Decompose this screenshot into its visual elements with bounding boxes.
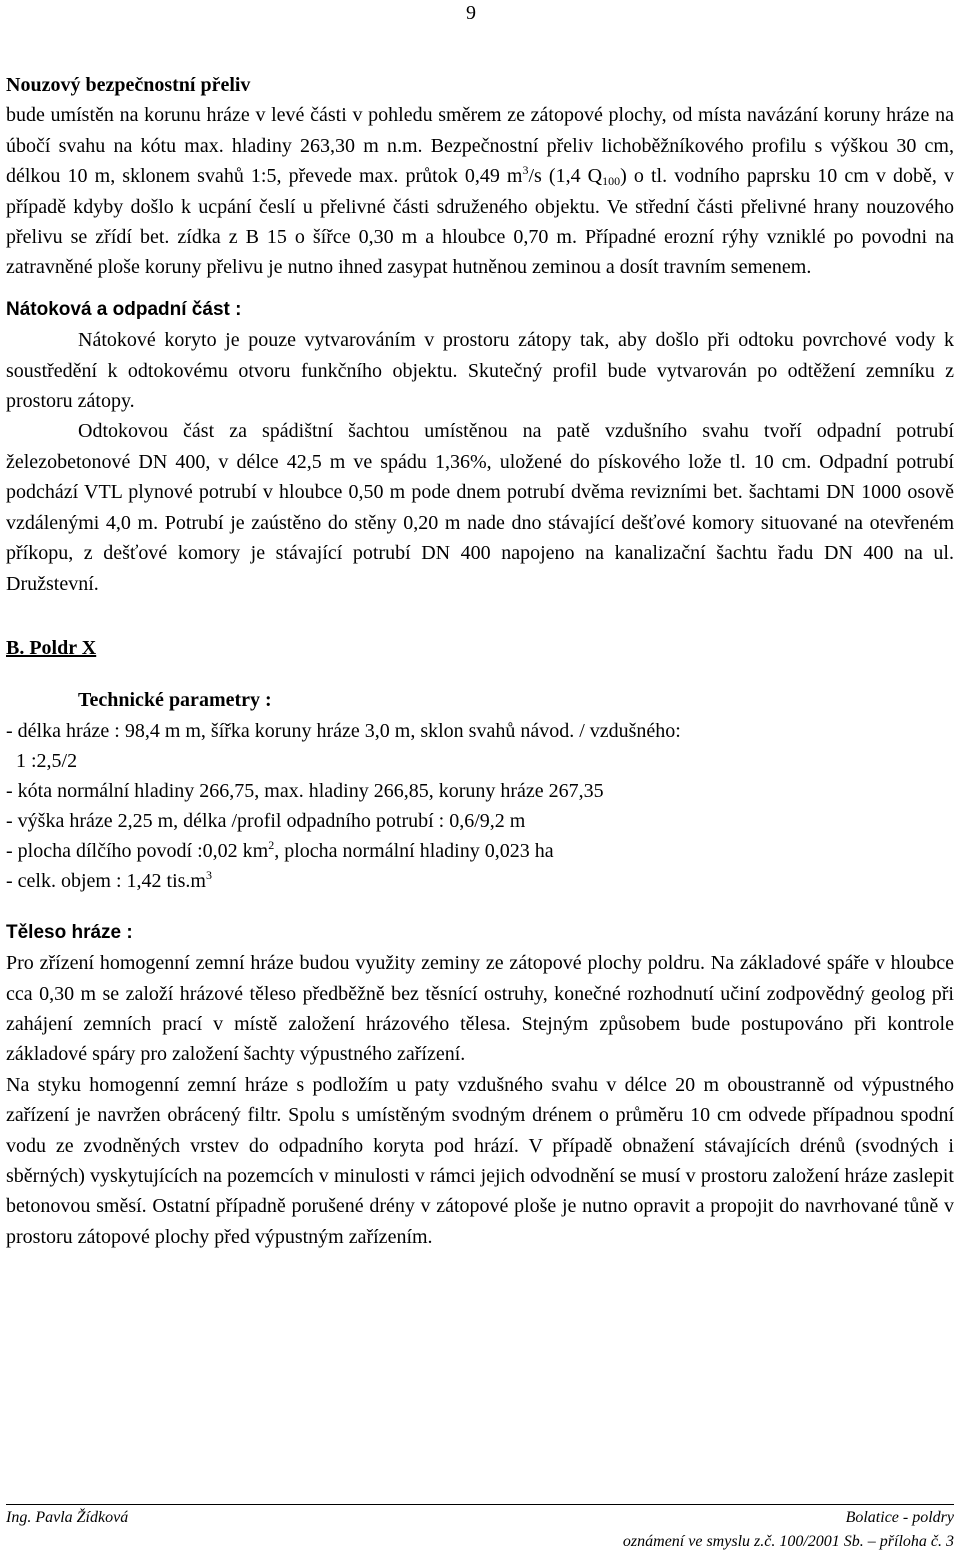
paragraph-outflow-part: Odtokovou část za spádištní šachtou umístěnou na patě vzdušního svahu tvoří odpadní potrubí železobetonové DN 400, v délce 42,5 m ve spádu 1,36%, uložené do pískového lože tl. 10 cm. Odpadní potrubí podchází VTL plynové potrubí v hloubce 0,50 m pode dnem potrubí dvěma revizními bet. šachtami DN 1000 osově vzdálenými 4,0 m. Potrubí je zaústěno do stěny 0,20 m nade dno stávající dešťové komory situované na otevřeném příkopu, z dešťové komory je stávající potrubí DN 400 napojeno na kanalizační šachtu řadu DN 400 na ul. Družstevní. [6, 420, 954, 595]
paragraph-inflow-channel: Nátokové koryto je pouze vytvarováním v prostoru zátopy tak, aby došlo při odtoku povrchové vody k soustředění k odtokovému otvoru funkčního objektu. Skutečný profil bude vytvarován po odtěžení zemníku z prostoru zátopy. [6, 329, 954, 413]
paragraph-emergency-spillway: bude umístěn na korunu hráze v levé části v pohledu směrem ze zátopové plochy, od místa navázání koruny hráze na úbočí svahu na kótu max. hladiny 263,30 m n.m. Bezpečnostní přeliv lichoběžníkového profilu s výškou 30 cm, délkou 10 m, sklonem svahů 1:5, převede max. průtok 0,49 $m^3/s$ (1,4 $Q_{100}$) o tl. vodního paprsku 10 cm v době, v případě kdyby došlo k ucpání česlí u přelivné části sdruženého objektu. Ve střední části přelivné hrany nouzového přelivu se zřídí bet. zídka z B 15 o šířce 0,30 m a hloubce 0,70 m. Případné erozní rýhy vzniklé po povodni na zatravněné ploše koruny přelivu je nutno ihned zasypat hutněnou zeminou a dosít travním semenem. [6, 104, 954, 279]
footer-author: Ing. Pavla Žídková [6, 1509, 129, 1526]
param-dam-height: - výška hráze 2,25 m, délka /profil odpadního potrubí : 0,6/9,2 m [6, 809, 526, 832]
section-title-dam-body: Těleso hráze : [6, 921, 133, 943]
param-catchment-area: - plocha dílčího povodí :0,02 $km^2$, plocha normální hladiny 0,023 ha [6, 837, 554, 862]
page-content [6, 70, 954, 1252]
param-dam-slope: 1 :2,5/2 [16, 749, 78, 772]
footer-note: oznámení ve smyslu z.č. 100/2001 Sb. – příloha č. 3 [622, 1533, 954, 1550]
section-title-inflow-outflow: Nátoková a odpadní část : [6, 298, 242, 320]
section-title-poldr-x: B. Poldr X [6, 636, 97, 659]
param-dam-length: - délka hráze : 98,4 m m, šířka koruny hráze 3,0 m, sklon svahů návod. / vzdušného: [6, 719, 681, 742]
section-title-emergency-spillway: Nouzový bezpečnostní přeliv [6, 74, 251, 96]
footer-project: Bolatice - poldry [845, 1509, 954, 1526]
footer-divider [6, 1504, 954, 1505]
param-water-levels: - kóta normální hladiny 266,75, max. hladiny 266,85, koruny hráze 267,35 [6, 779, 604, 802]
paragraph-dam-body-1: Pro zřízení homogenní zemní hráze budou využity zeminy ze zátopové plochy poldru. Na základové spáře v hloubce cca 0,30 m se založí hrázové těleso předběžně bez těsnící ostruhy, konečné rozhodnutí učiní zodpovědný geolog při zahájení zemních prací v místě založení hrázového tělesa. Stejným způsobem bude postupováno při kontrole základové spáry pro založení šachty výpustného zařízení. [6, 952, 954, 1066]
param-total-volume: - celk. objem : 1,42 $tis.m^3$ [6, 867, 212, 892]
technical-parameters-heading: Technické parametry : [78, 689, 272, 712]
paragraph-dam-body-2: Na styku homogenní zemní hráze s podložím u paty vzdušného svahu v délce 20 m oboustranně od výpustného zařízení je navržen obrácený filtr. Spolu s umístěným svodným drénem o průměru 10 cm odvede případnou spodní vodu ze zvodněných vrstev do odpadního koryta pod hrází. V případě obnažení stávajících drénů (svodných i sběrných) vyskytujících na pozemcích v minulosti v rámci jejich odvodnění se musí v prostoru založení hráze zaslepit betonovou směsí. Ostatní případně porušené drény v zátopové ploše je nutno opravit a propojit do navrhované tůně v prostoru zátopové plochy před výpustným zařízením. [6, 1073, 954, 1248]
page-number: 9 [466, 2, 476, 24]
